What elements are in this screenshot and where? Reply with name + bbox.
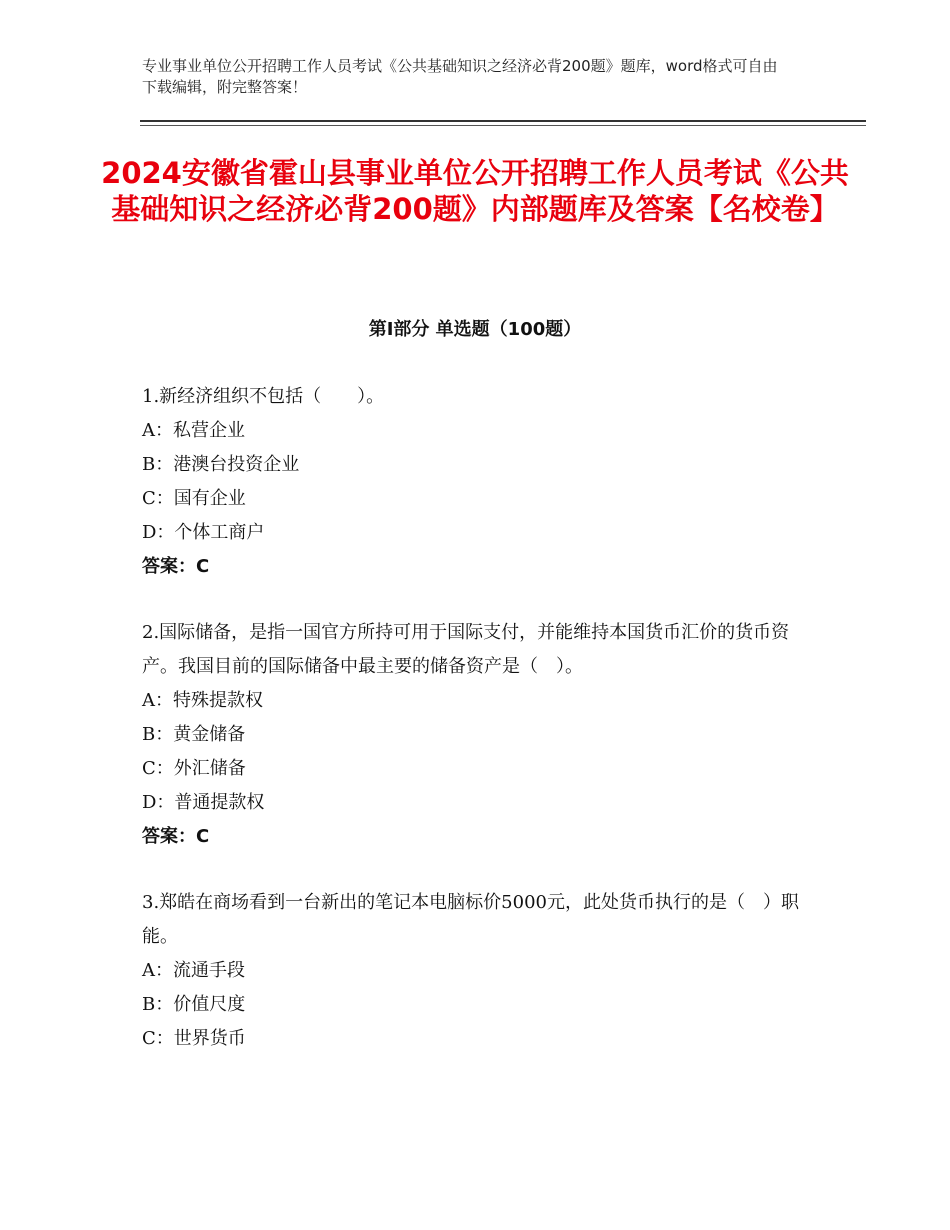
question-stem: 2.国际储备，是指一国官方所持可用于国际支付，并能维持本国货币汇价的货币资产。我国目前的国际储备中最主要的储备资产是（ ）。: [142, 622, 790, 677]
section-title: 第Ⅰ部分 单选题（100题）: [368, 319, 582, 340]
header-note: 专业事业单位公开招聘工作人员考试《公共基础知识之经济必背200题》题库，word格式可自由下载编辑，附完整答案！: [142, 57, 778, 96]
question-stem: 1.新经济组织不包括（ ）。: [142, 386, 385, 407]
option-a: A：流通手段: [142, 960, 245, 981]
question-list: [142, 380, 822, 1088]
option-a: A：特殊提款权: [142, 690, 263, 711]
option-c: C：国有企业: [142, 488, 246, 509]
option-b: B：黄金储备: [142, 724, 246, 745]
option-d: D：普通提款权: [142, 792, 265, 813]
option-c: C：外汇储备: [142, 758, 246, 779]
question-3: [142, 886, 822, 1056]
question-1: [142, 380, 822, 584]
question-2: [142, 616, 822, 854]
document-title: 2024安徽省霍山县事业单位公开招聘工作人员考试《公共基础知识之经济必背200题》内部题库及答案【名校卷】: [101, 156, 849, 226]
answer: 答案：C: [142, 826, 210, 847]
option-b: B：港澳台投资企业: [142, 454, 300, 475]
option-c: C：世界货币: [142, 1028, 246, 1049]
question-stem: 3.郑皓在商场看到一台新出的笔记本电脑标价5000元，此处货币执行的是（ ）职能。: [142, 892, 799, 947]
header-rule-thick: [140, 120, 866, 122]
option-b: B：价值尺度: [142, 994, 246, 1015]
answer: 答案：C: [142, 556, 210, 577]
option-a: A：私营企业: [142, 420, 245, 441]
option-d: D：个体工商户: [142, 522, 265, 543]
header-rule-thin: [140, 125, 866, 126]
